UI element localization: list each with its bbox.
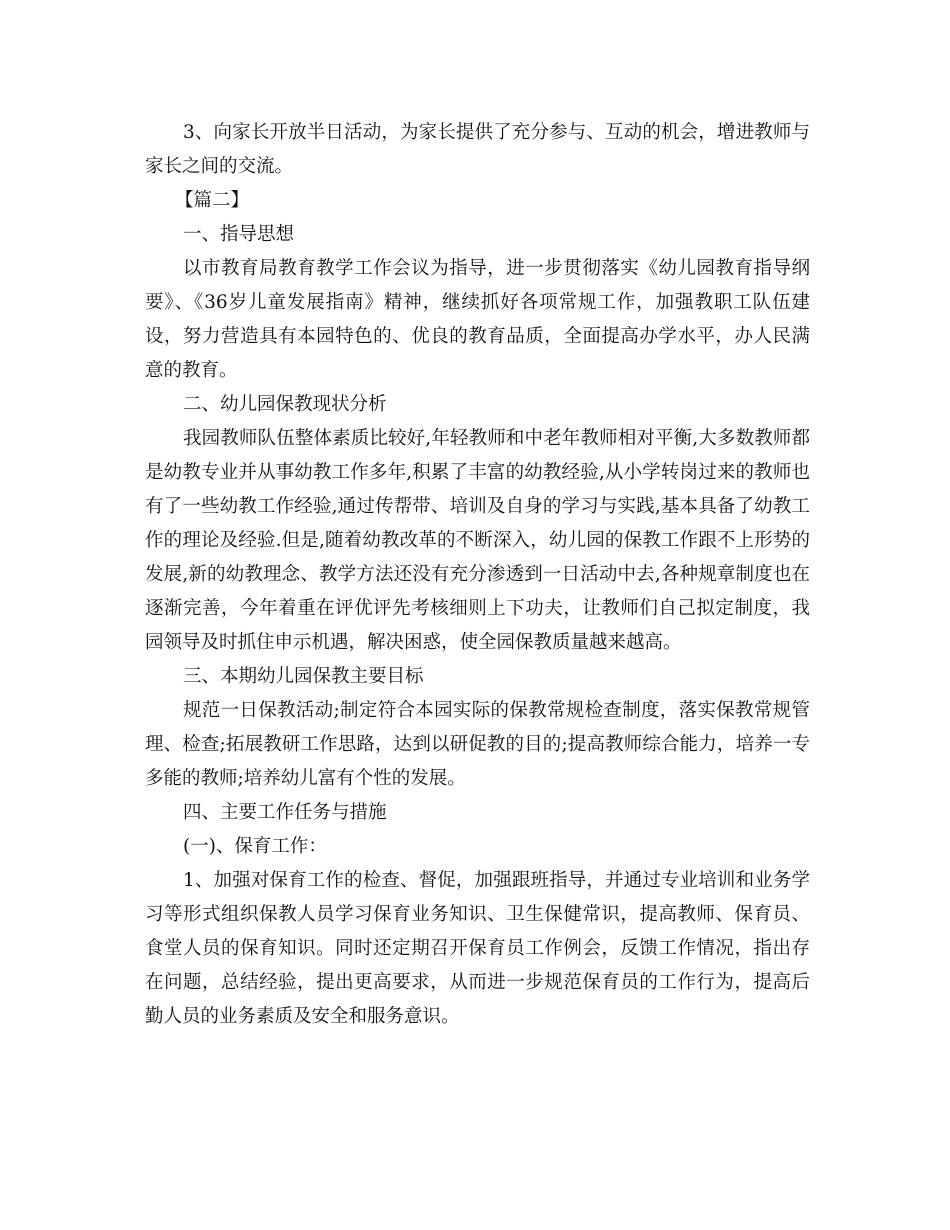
paragraph-main-goals: 规范一日保教活动;制定符合本园实际的保教常规检查制度，落实保教常规管理、检查;拓展教研工作思路，达到以研促教的目的;提高教师综合能力，培养一专多能的教师;培养幼儿富有个性的发展。: [145, 700, 810, 789]
paragraph-guiding-ideology: 以市教育局教育教学工作会议为指导，进一步贯彻落实《幼儿园教育指导纲要》、《36岁儿童发展指南》精神，继续抓好各项常规工作，加强教职工队伍建设，努力营造具有本园特色的、优良的教育品质，全面提高办学水平，办人民满意的教育。: [145, 258, 810, 381]
heading-main-goals: 三、本期幼儿园保教主要目标: [183, 666, 424, 687]
document-body: [145, 116, 810, 1034]
heading-status-analysis: 二、幼儿园保教现状分析: [183, 394, 387, 415]
heading-guiding-ideology: 一、指导思想: [183, 224, 295, 245]
paragraph-status-analysis: 我园教师队伍整体素质比较好,年轻教师和中老年教师相对平衡,大多数教师都是幼教专业并从事幼教工作多年,积累了丰富的幼教经验,从小学转岗过来的教师也有了一些幼教工作经验,通过传帮带、培训及自身的学习与实践,基本具备了幼教工作的理论及经验.但是,随着幼教改革的不断深入，幼儿园的保教工作跟不上形势的发展,新的幼教理念、教学方法还没有充分渗透到一日活动中去,各种规章制度也在逐渐完善，今年着重在评优评先考核细则上下功夫，让教师们自己拟定制度，我园领导及时抓住申示机遇，解决困惑，使全园保教质量越来越高。: [145, 428, 810, 653]
paragraph-family-open-day: 3、向家长开放半日活动，为家长提供了充分参与、互动的机会，增进教师与家长之间的交流。: [145, 122, 810, 177]
paragraph-care-work-item-1: 1、加强对保育工作的检查、督促，加强跟班指导，并通过专业培训和业务学习等形式组织保教人员学习保育业务知识、卫生保健常识，提高教师、保育员、食堂人员的保育知识。同时还定期召开保育员工作例会，反馈工作情况，指出存在问题，总结经验，提出更高要求，从而进一步规范保育员的工作行为，提高后勤人员的业务素质及安全和服务意识。: [145, 870, 810, 1027]
heading-tasks-measures: 四、主要工作任务与措施: [183, 802, 387, 823]
section-mark-part-two: 【篇二】: [175, 190, 250, 211]
heading-care-work: (一)、保育工作：: [183, 836, 327, 857]
